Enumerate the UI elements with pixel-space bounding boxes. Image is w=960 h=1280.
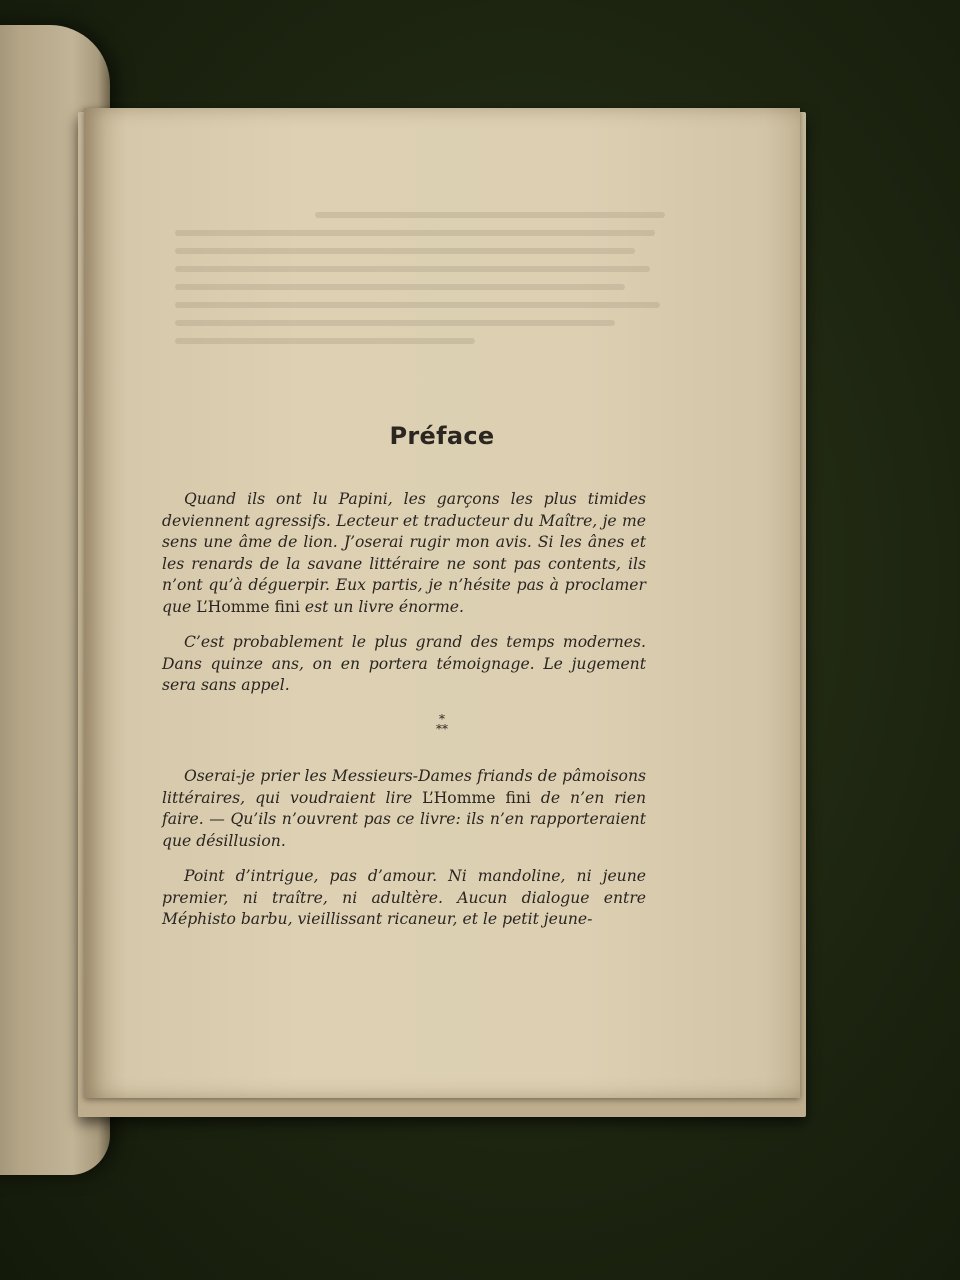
separator-bottom: ** xyxy=(436,722,448,736)
section-separator xyxy=(84,714,800,734)
separator-top: * xyxy=(439,712,445,726)
text-run: Oserai-je prier les Messieurs-Dames friands de pâmoisons littéraires, qui voudraient lire xyxy=(162,767,646,807)
paragraph-3 xyxy=(162,766,646,852)
section-2 xyxy=(162,766,646,945)
text-run: est un livre énorme. xyxy=(299,597,464,616)
book-title-text: L’Homme fini xyxy=(196,597,300,616)
paragraph-1 xyxy=(162,489,646,618)
book-title-text: L’Homme fini xyxy=(422,788,531,807)
paragraph-2: C’est probablement le plus grand des temps modernes. Dans quinze ans, on en portera témoignage. Le jugement sera sans appel. xyxy=(162,633,646,694)
text-run: Quand ils ont lu Papini, les garçons les plus timides deviennent agressifs. Lecteur et traducteur du Maître, je me sens une âme de lion. J’oserai rugir mon avis. Si les ânes et les renards de la savane littéraire ne sont pas contents, ils n’ont qu’à déguerpir. Eux partis, je n’hésite pas à proclamer que xyxy=(162,490,646,616)
section-1 xyxy=(162,489,646,711)
paragraph-4: Point d’intrigue, pas d’amour. Ni mandoline, ni jeune premier, ni traître, ni adultère. Aucun dialogue entre Méphisto barbu, vieillissant ricaneur, et le petit jeune- xyxy=(162,867,646,928)
show-through-text xyxy=(175,200,675,410)
text-run: de n’en rien faire. — Qu’ils n’ouvrent pas ce livre: ils n’en rapporteraient que désillusion. xyxy=(162,788,646,850)
page-title: Préface xyxy=(389,422,495,450)
